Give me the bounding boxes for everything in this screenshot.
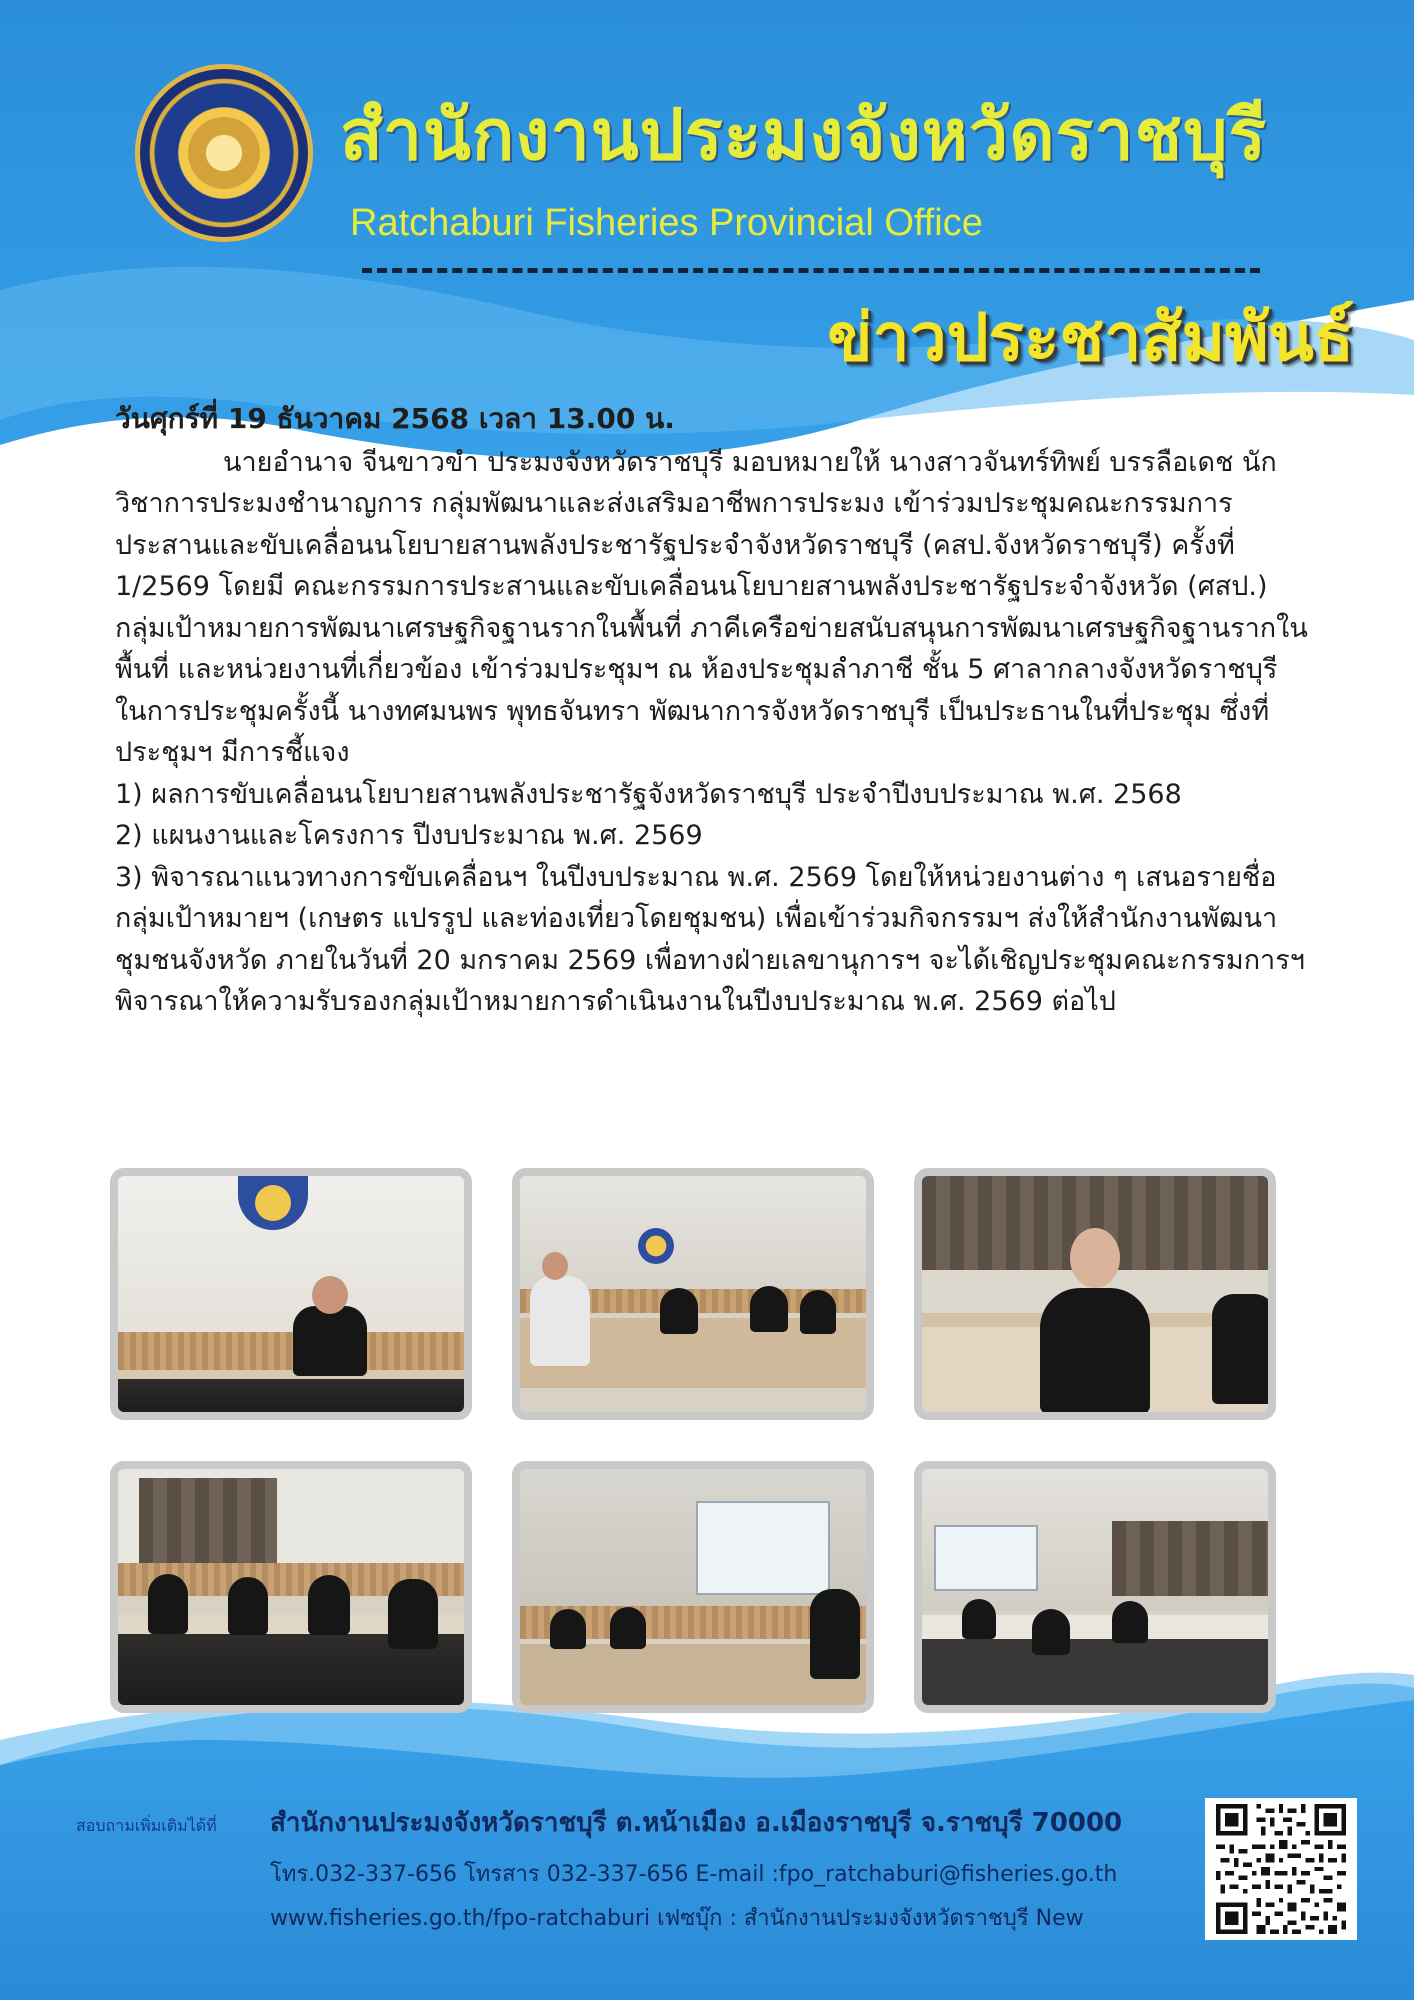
meeting-photo — [512, 1168, 874, 1420]
meeting-photo — [512, 1461, 874, 1713]
agenda-item-2: 2) แผนงานและโครงการ ปีงบประมาณ พ.ศ. 2569 — [115, 820, 703, 852]
meeting-photo — [110, 1461, 472, 1713]
agenda-item-3: 3) พิจารณาแนวทางการขับเคลื่อนฯ ในปีงบประมาณ พ.ศ. 2569 โดยให้หน่วยงานต่าง ๆ เสนอรายชื่อกลุ่มเป้าหมายฯ (เกษตร แปรรูป และท่องเที่ยวโดยชุมชน) เพื่อเข้าร่วมกิจกรรมฯ ส่งให้สำนักงานพัฒนาชุมชนจังหวัด ภายในวันที่ 20 มกราคม 2569 เพื่อทางฝ่ายเลขานุการฯ จะได้เชิญประชุมคณะกรรมการฯ พิจารณาให้ความรับรองกลุ่มเป้าหมายการดำเนินงานในปีงบประมาณ พ.ศ. 2569 ต่อไป — [115, 861, 1305, 1018]
logo-emblem — [188, 117, 260, 189]
article-body: นายอำนาจ จีนขาวขำ ประมงจังหวัดราชบุรี มอบหมายให้ นางสาวจันทร์ทิพย์ บรรลือเดช นักวิชาการประมงชำนาญการ กลุ่มพัฒนาและส่งเสริมอาชีพการประมง เข้าร่วมประชุมคณะกรรมการประสานและขับเคลื่อนนโยบายสานพลังประชารัฐประจำจังหวัดราชบุรี (คสป.จังหวัดราชบุรี) ครั้งที่ 1/2569 โดยมี คณะกรรมการประสานและขับเคลื่อนนโยบายสานพลังประชารัฐประจำจังหวัด (ศสป.) กลุ่มเป้าหมายการพัฒนาเศรษฐกิจฐานรากในพื้นที่ ภาคีเครือข่ายสนับสนุนการพัฒนาเศรษฐกิจฐานรากในพื้นที่ และหน่วยงานที่เกี่ยวข้อง เข้าร่วมประชุมฯ ณ ห้องประชุมลำภาชี ชั้น 5 ศาลากลางจังหวัดราชบุรี ในการประชุมครั้งนี้ นางทศมนพร พุทธจันทรา พัฒนาการจังหวัดราชบุรี เป็นประธานในที่ประชุม ซึ่งที่ประชุมฯ มีการชี้แจง — [115, 446, 1308, 769]
agenda-item-1: 1) ผลการขับเคลื่อนนโยบายสานพลังประชารัฐจังหวัดราชบุรี ประจำปีงบประมาณ พ.ศ. 2568 — [115, 778, 1182, 810]
footer-address: สำนักงานประมงจังหวัดราชบุรี ต.หน้าเมือง อ.เมืองราชบุรี จ.ราชบุรี 70000 — [270, 1808, 1123, 1838]
department-logo-icon — [135, 64, 313, 242]
section-title: ข่าวประชาสัมพันธ์ — [827, 299, 1354, 376]
footer-web: www.fisheries.go.th/fpo-ratchaburi เฟซบุ๊ก : สำนักงานประมงจังหวัดราชบุรี New — [270, 1906, 1084, 1931]
footer-contact: โทร.032-337-656 โทรสาร 032-337-656 E-mail :fpo_ratchaburi@fisheries.go.th — [270, 1862, 1118, 1887]
photo-gallery — [110, 1168, 1280, 1723]
meeting-photo — [914, 1168, 1276, 1420]
qr-code-icon — [1205, 1798, 1357, 1940]
article-date: วันศุกร์ที่ 19 ธันวาคม 2568 เวลา 13.00 น. — [115, 402, 675, 435]
office-title-thai: สำนักงานประมงจังหวัดราชบุรี — [340, 94, 1268, 176]
footer-contact-label: สอบถามเพิ่มเติมได้ที่ — [76, 1816, 217, 1835]
header-divider — [362, 268, 1260, 273]
office-title-english: Ratchaburi Fisheries Provincial Office — [350, 202, 983, 244]
meeting-photo — [914, 1461, 1276, 1713]
meeting-photo — [110, 1168, 472, 1420]
article — [115, 402, 1315, 1023]
